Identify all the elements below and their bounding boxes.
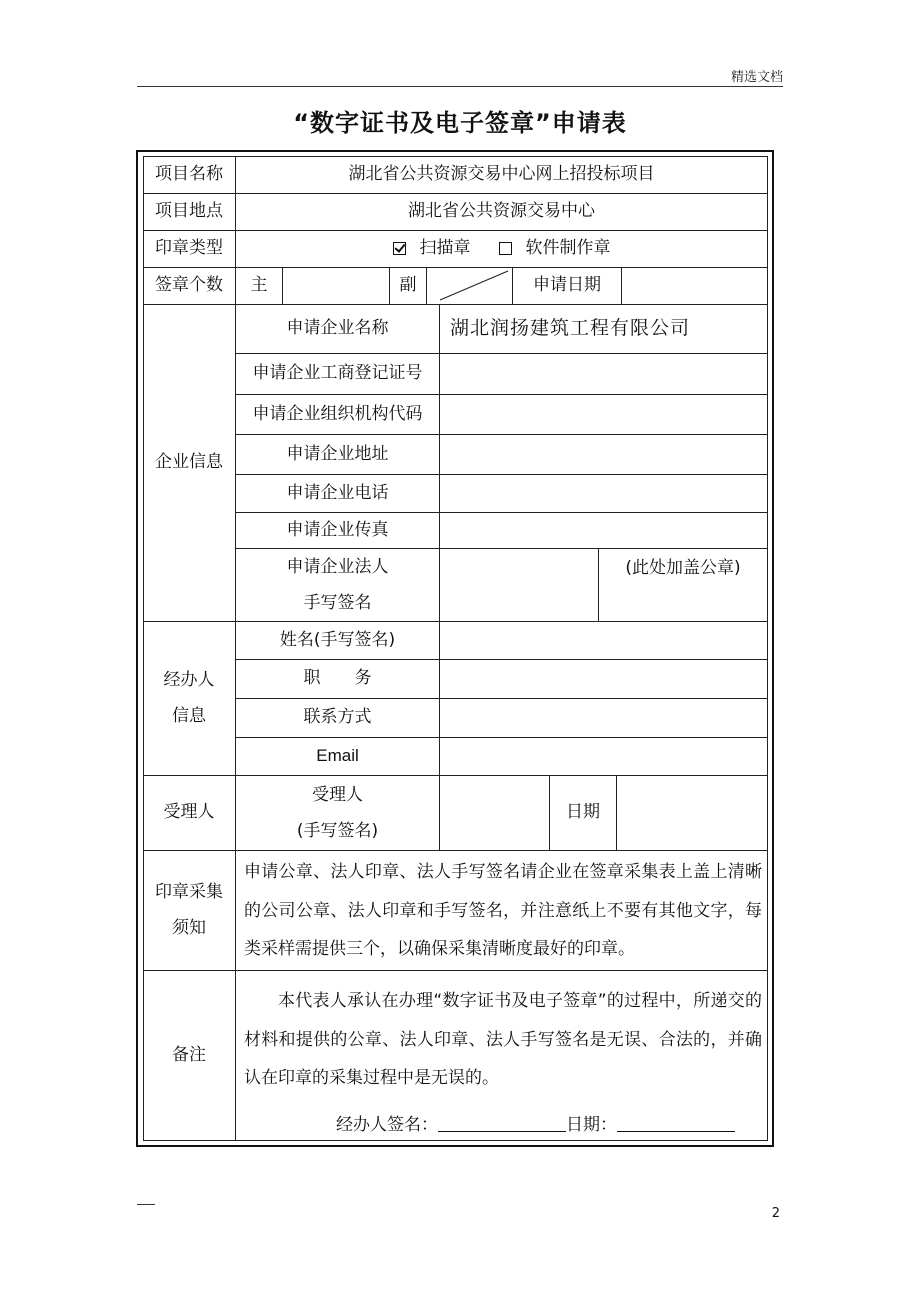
agent-sign-label: 经办人签名： [336, 1115, 438, 1135]
agent-name-label: 姓名(手写签名) [279, 629, 396, 650]
agent-contact-field[interactable] [440, 698, 767, 737]
seal-type-options [236, 230, 767, 267]
footer-dash [137, 1204, 155, 1205]
agent-sign-blank[interactable] [438, 1113, 566, 1132]
company-org-label: 申请企业组织机构代码 [252, 403, 423, 424]
project-location-value: 湖北省公共资源交易中心 [408, 201, 595, 222]
company-phone-label: 申请企业电话 [286, 482, 389, 503]
agent-email-field[interactable] [440, 737, 767, 775]
seal-count-sub-label: 副 [399, 275, 417, 296]
notice-label [143, 850, 235, 970]
diagonal-strike [426, 267, 512, 304]
notice-label-line1: 印章采集 [155, 882, 223, 902]
agent-section-label-line2: 信息 [172, 706, 206, 726]
company-address-field[interactable] [440, 434, 767, 474]
remarks-date-blank[interactable] [617, 1113, 735, 1132]
receiver-section-label: 受理人 [163, 802, 215, 823]
remarks-date-label: 日期： [566, 1115, 617, 1135]
company-reg-field[interactable] [440, 353, 767, 394]
company-org-field[interactable] [440, 394, 767, 434]
agent-section-label-line1: 经办人 [163, 670, 215, 690]
company-name-label: 申请企业名称 [286, 318, 389, 339]
company-stamp-note: (此处加盖公章) [625, 557, 741, 578]
apply-date-label: 申请日期 [533, 275, 601, 296]
seal-type-option-label: 扫描章 [419, 238, 471, 259]
rule [143, 1140, 768, 1141]
receiver-sign-label [236, 775, 439, 850]
company-name-value: 湖北润扬建筑工程有限公司 [450, 317, 691, 340]
document-title: “数字证书及电子签章”申请表 [293, 109, 627, 137]
remarks-text: 本代表人承认在办理“数字证书及电子签章”的过程中，所递交的材料和提供的公章、法人印章、法人手写签名是无误、合法的，并确认在印章的采集过程中是无误的。 [244, 991, 762, 1088]
header-rule [137, 86, 783, 87]
project-name-value: 湖北省公共资源交易中心网上招投标项目 [348, 164, 655, 185]
seal-type-option-software[interactable] [499, 238, 611, 258]
receiver-sign-label-line1: 受理人 [312, 784, 363, 805]
agent-email-label: Email [316, 745, 359, 765]
rule [143, 850, 768, 851]
seal-type-option-scan[interactable] [393, 238, 471, 258]
page-number: 2 [771, 1206, 780, 1221]
project-location-label: 项目地点 [155, 201, 223, 222]
company-legal-signature-field[interactable] [440, 548, 598, 621]
company-address-label: 申请企业地址 [286, 443, 389, 464]
remarks-label: 备注 [172, 1044, 206, 1065]
agent-position-field[interactable] [440, 659, 767, 698]
receiver-sign-label-line2: (手写签名) [296, 820, 379, 841]
project-name-label: 项目名称 [155, 164, 223, 185]
seal-type-option-label: 软件制作章 [525, 238, 611, 259]
unchecked-box-icon[interactable] [499, 242, 512, 255]
notice-label-line2: 须知 [172, 918, 206, 938]
rule [143, 970, 768, 971]
company-fax-field[interactable] [440, 512, 767, 548]
notice-text: 申请公章、法人印章、法人手写签名请企业在签章采集表上盖上清晰的公司公章、法人印章和手写签名，并注意纸上不要有其他文字，每类采样需提供三个，以确保采集清晰度最好的印章。 [244, 862, 762, 959]
company-reg-label: 申请企业工商登记证号 [252, 363, 423, 384]
seal-count-main-field[interactable] [283, 267, 389, 304]
checked-box-icon[interactable] [393, 242, 406, 255]
company-section-label: 企业信息 [155, 452, 223, 473]
remarks-sign-line [336, 1110, 735, 1135]
agent-name-field[interactable] [440, 621, 767, 659]
company-fax-label: 申请企业传真 [286, 519, 389, 540]
receiver-date-label: 日期 [566, 802, 600, 823]
receiver-signature-field[interactable] [440, 775, 549, 850]
company-legal-label-line1: 申请企业法人 [286, 556, 389, 577]
agent-section-label [143, 621, 235, 775]
agent-contact-label: 联系方式 [303, 707, 372, 728]
agent-position-label: 职 务 [303, 668, 372, 689]
apply-date-field[interactable] [622, 267, 767, 304]
seal-count-label: 签章个数 [155, 275, 223, 296]
seal-count-main-label: 主 [250, 275, 268, 296]
receiver-date-field[interactable] [617, 775, 767, 850]
rule [767, 156, 768, 1141]
company-legal-label-line2: 手写签名 [303, 592, 372, 613]
header-tag: 精选文档 [730, 70, 783, 85]
company-legal-label [236, 548, 439, 621]
company-phone-field[interactable] [440, 474, 767, 512]
seal-type-label: 印章类型 [155, 238, 223, 259]
